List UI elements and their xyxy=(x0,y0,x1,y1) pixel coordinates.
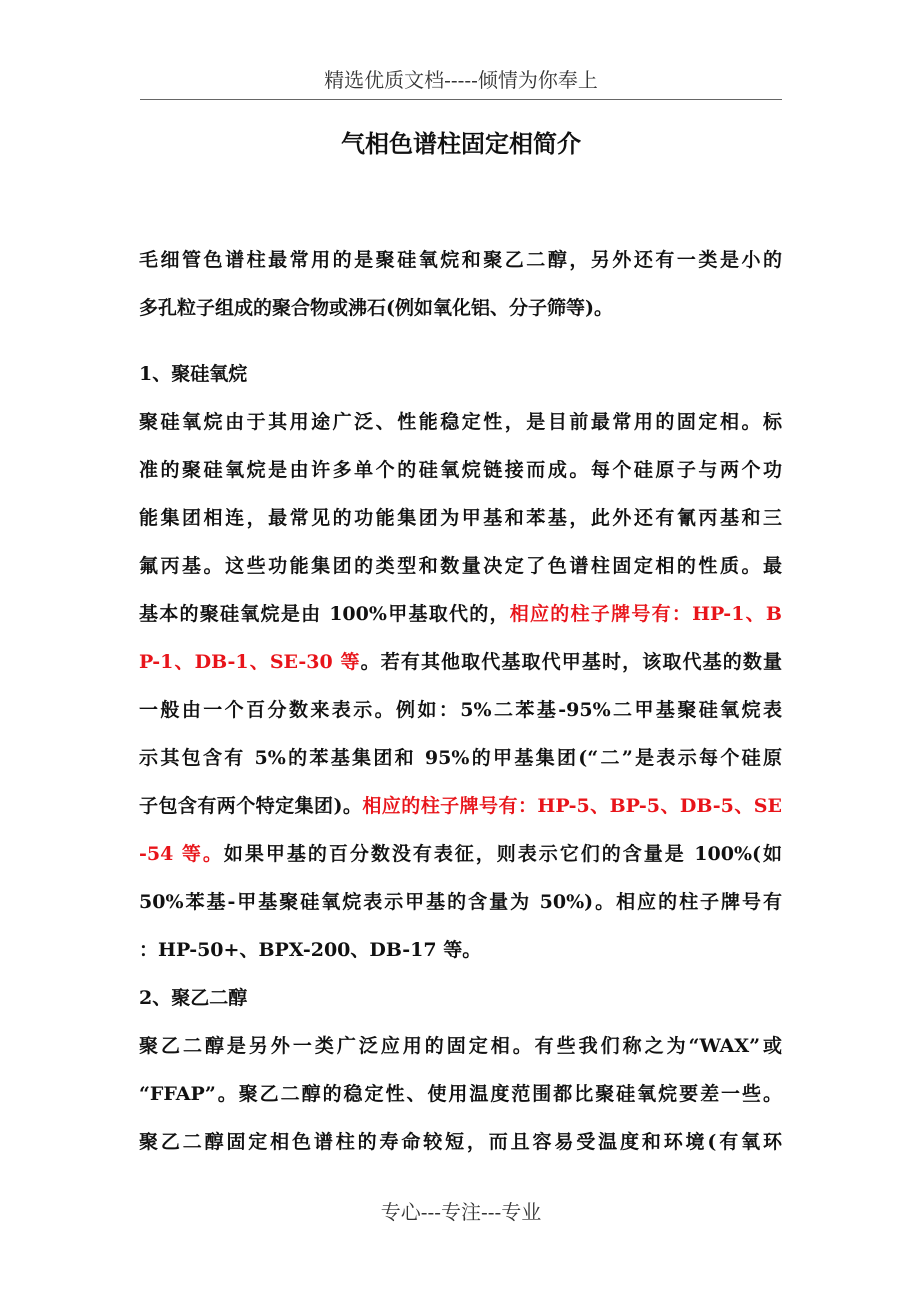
highlight-run: 相应的柱子牌号有：HP-1、B xyxy=(509,603,782,625)
paragraph-line xyxy=(139,590,782,638)
highlight-run: P-1、DB-1、SE-30 等 xyxy=(139,651,361,673)
paragraph-line xyxy=(139,734,782,782)
text-run: ：HP-50+、BPX-200、DB-17 等。 xyxy=(139,939,482,961)
text-run: 聚硅氧烷由于其用途广泛、性能稳定性，是目前最常用的固定相。标 xyxy=(139,411,782,433)
paragraph-line xyxy=(139,686,782,734)
text-run: 准的聚硅氧烷是由许多单个的硅氧烷链接而成。每个硅原子与两个功 xyxy=(139,459,782,481)
intro-line: 毛细管色谱柱最常用的是聚硅氧烷和聚乙二醇，另外还有一类是小的 xyxy=(139,249,782,271)
page-footer: 专心---专注---专业 xyxy=(380,1200,542,1224)
paragraph-line xyxy=(139,494,782,542)
paragraph-line xyxy=(139,782,782,830)
document-title: 气相色谱柱固定相简介 xyxy=(341,129,581,158)
paragraph-line: “FFAP”。聚乙二醇的稳定性、使用温度范围都比聚硅氧烷要差一些。 xyxy=(139,1083,782,1105)
paragraph-line xyxy=(139,926,782,974)
page-header: 精选优质文档-----倾情为你奉上 xyxy=(140,64,782,100)
highlight-run: -54 等。 xyxy=(139,843,224,865)
section-heading: 2、聚乙二醇 xyxy=(139,987,248,1009)
paragraph-line xyxy=(139,878,782,926)
text-run: 一般由一个百分数来表示。例如：5%二苯基-95%二甲基聚硅氧烷表 xyxy=(139,699,782,721)
text-run: 能集团相连，最常见的功能集团为甲基和苯基，此外还有氰丙基和三 xyxy=(139,507,782,529)
document-body xyxy=(139,236,782,1166)
text-run: 如果甲基的百分数没有表征，则表示它们的含量是 100%(如 xyxy=(223,843,782,865)
paragraph-line: 聚乙二醇固定相色谱柱的寿命较短，而且容易受温度和环境(有氧环 xyxy=(139,1131,782,1153)
text-run: 子包含有两个特定集团)。 xyxy=(139,795,363,817)
paragraph-line xyxy=(139,830,782,878)
text-run: 基本的聚硅氧烷是由 100%甲基取代的， xyxy=(139,603,510,625)
intro-line: 多孔粒子组成的聚合物或沸石(例如氧化铝、分子筛等)。 xyxy=(139,297,613,319)
text-run: 50%苯基-甲基聚硅氧烷表示甲基的含量为 50%)。相应的柱子牌号有 xyxy=(139,891,782,913)
paragraph-line xyxy=(139,542,782,590)
paragraph-line xyxy=(139,446,782,494)
text-run: 。若有其他取代基取代甲基时，该取代基的数量 xyxy=(360,651,782,673)
text-run: 示其包含有 5%的苯基集团和 95%的甲基集团(“二”是表示每个硅原 xyxy=(139,747,782,769)
paragraph-line: 聚乙二醇是另外一类广泛应用的固定相。有些我们称之为“WAX”或 xyxy=(139,1035,782,1057)
paragraph-line xyxy=(139,398,782,446)
paragraph-line xyxy=(139,638,782,686)
highlight-run: 相应的柱子牌号有：HP-5、BP-5、DB-5、SE xyxy=(362,795,782,817)
section-heading: 1、聚硅氧烷 xyxy=(139,363,248,385)
text-run: 氟丙基。这些功能集团的类型和数量决定了色谱柱固定相的性质。最 xyxy=(139,555,782,577)
